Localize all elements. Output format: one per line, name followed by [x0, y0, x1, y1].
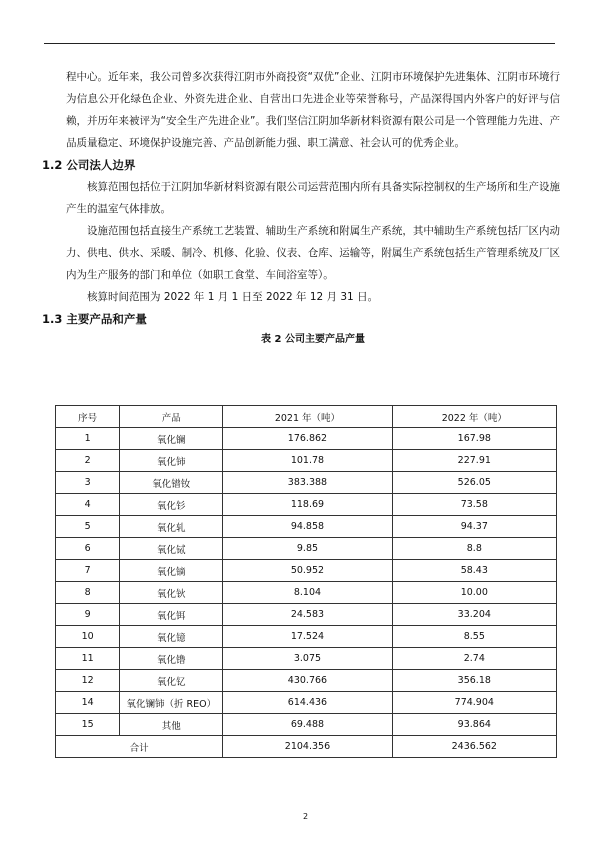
cell-index: 14: [56, 692, 120, 714]
table-row: [56, 450, 557, 472]
cell-product: 氧化铽: [120, 538, 223, 560]
cell-2022: 58.43: [392, 560, 556, 582]
total-label: 合计: [56, 736, 223, 758]
total-2022: 2436.562: [392, 736, 556, 758]
cell-product: 氧化钬: [120, 582, 223, 604]
table-row: [56, 714, 557, 736]
cell-2021: 101.78: [223, 450, 392, 472]
cell-product: 氧化钐: [120, 494, 223, 516]
cell-2021: 17.524: [223, 626, 392, 648]
cell-product: 氧化钇: [120, 670, 223, 692]
cell-2022: 2.74: [392, 648, 556, 670]
table-row: [56, 692, 557, 714]
cell-product: 氧化镧铈（折 REO）: [120, 692, 223, 714]
page-body: [42, 66, 560, 347]
table-caption: 表 2 公司主要产品产量: [261, 334, 365, 345]
cell-2022: 93.864: [392, 714, 556, 736]
cell-index: 1: [56, 428, 120, 450]
cell-2022: 774.904: [392, 692, 556, 714]
cell-2021: 614.436: [223, 692, 392, 714]
cell-2022: 33.204: [392, 604, 556, 626]
cell-2022: 167.98: [392, 428, 556, 450]
cell-index: 10: [56, 626, 120, 648]
time-range-paragraph: 核算时间范围为 2022 年 1 月 1 日至 2022 年 12 月 31 日。: [87, 291, 379, 303]
scope-paragraph: 核算范围包括位于江阴加华新材料资源有限公司运营范围内所有具备实际控制权的生产场所和生产设施产生的温室气体排放。: [66, 181, 560, 215]
cell-2021: 176.862: [223, 428, 392, 450]
cell-2021: 50.952: [223, 560, 392, 582]
table-row: [56, 560, 557, 582]
product-output-table: [55, 405, 557, 758]
header-2021: 2021 年（吨）: [223, 406, 392, 428]
cell-index: 2: [56, 450, 120, 472]
cell-product: 氧化镥: [120, 648, 223, 670]
cell-index: 8: [56, 582, 120, 604]
table-row: [56, 494, 557, 516]
cell-product: 氧化镱: [120, 626, 223, 648]
cell-product: 其他: [120, 714, 223, 736]
cell-2021: 8.104: [223, 582, 392, 604]
header-index: 序号: [56, 406, 120, 428]
table-row: [56, 604, 557, 626]
cell-product: 氧化轧: [120, 516, 223, 538]
cell-2022: 94.37: [392, 516, 556, 538]
cell-2021: 24.583: [223, 604, 392, 626]
table-row: [56, 472, 557, 494]
page-number: 2: [302, 812, 309, 821]
cell-2021: 3.075: [223, 648, 392, 670]
table-header-row: [56, 406, 557, 428]
section-heading-1-3: 1.3 主要产品和产量: [42, 312, 147, 326]
cell-index: 6: [56, 538, 120, 560]
cell-2022: 73.58: [392, 494, 556, 516]
table-row: [56, 582, 557, 604]
table-row: [56, 670, 557, 692]
table-row: [56, 516, 557, 538]
cell-product: 氧化铈: [120, 450, 223, 472]
cell-2022: 8.8: [392, 538, 556, 560]
table-body: [56, 428, 557, 758]
header-rule: [44, 43, 555, 44]
cell-product: 氧化镝: [120, 560, 223, 582]
facility-paragraph: 设施范围包括直接生产系统工艺装置、辅助生产系统和附属生产系统，其中辅助生产系统包括厂区内动力、供电、供水、采暖、制冷、机修、化验、仪表、仓库、运输等，附属生产系统包括生产管理系统及厂区内为生产服务的部门和单位（如职工食堂、车间浴室等）。: [66, 225, 560, 281]
cell-2022: 8.55: [392, 626, 556, 648]
cell-index: 9: [56, 604, 120, 626]
table-row: [56, 626, 557, 648]
cell-index: 5: [56, 516, 120, 538]
cell-2021: 430.766: [223, 670, 392, 692]
cell-2021: 9.85: [223, 538, 392, 560]
cell-index: 3: [56, 472, 120, 494]
cell-2022: 10.00: [392, 582, 556, 604]
cell-index: 4: [56, 494, 120, 516]
table-row: [56, 648, 557, 670]
cell-2021: 383.388: [223, 472, 392, 494]
cell-index: 7: [56, 560, 120, 582]
total-2021: 2104.356: [223, 736, 392, 758]
cell-index: 12: [56, 670, 120, 692]
section-heading-1-2: 1.2 公司法人边界: [42, 158, 136, 172]
cell-2021: 69.488: [223, 714, 392, 736]
header-product: 产品: [120, 406, 223, 428]
cell-2022: 526.05: [392, 472, 556, 494]
cell-2022: 227.91: [392, 450, 556, 472]
table-total-row: [56, 736, 557, 758]
cell-product: 氧化镧: [120, 428, 223, 450]
cell-2021: 118.69: [223, 494, 392, 516]
cell-index: 15: [56, 714, 120, 736]
intro-paragraph: 程中心。近年来，我公司曾多次获得江阴市外商投资“双优”企业、江阴市环境保护先进集体、江阴市环境行为信息公开化绿色企业、外资先进企业、自营出口先进企业等荣誉称号，产品深得国内外客户的好评与信赖，并历年来被评为“安全生产先进企业”。我们坚信江阴加华新材料资源有限公司是一个管理能力先进、产品质量稳定、环境保护设施完善、产品创新能力强、职工满意、社会认可的优秀企业。: [66, 71, 560, 149]
header-2022: 2022 年（吨）: [392, 406, 556, 428]
table-row: [56, 428, 557, 450]
cell-index: 11: [56, 648, 120, 670]
cell-product: 氧化镨钕: [120, 472, 223, 494]
cell-product: 氧化铒: [120, 604, 223, 626]
cell-2021: 94.858: [223, 516, 392, 538]
cell-2022: 356.18: [392, 670, 556, 692]
table-row: [56, 538, 557, 560]
